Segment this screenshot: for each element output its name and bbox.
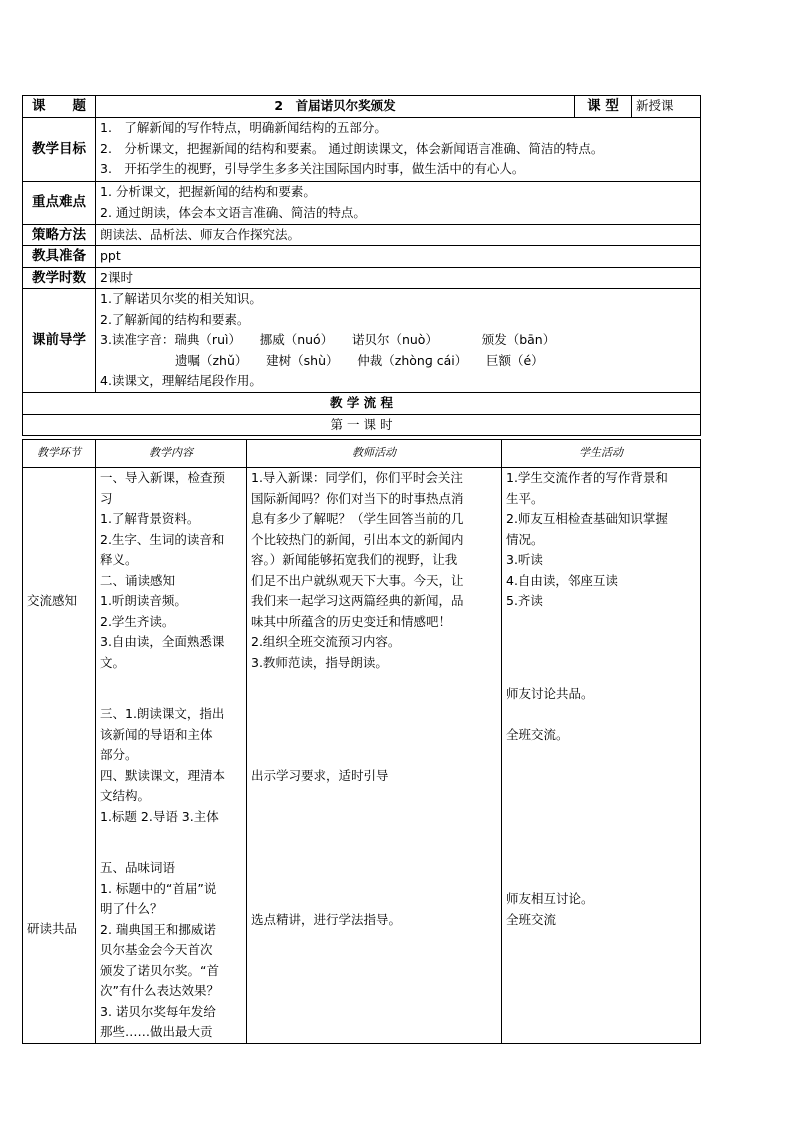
preview-line: 1.了解诺贝尔奖的相关知识。 bbox=[100, 291, 262, 307]
key-points-label: 重点难点 bbox=[23, 181, 96, 224]
key-point-item: 2. 通过朗读，体会本文语言准确、简洁的特点。 bbox=[100, 204, 366, 220]
key-points-body bbox=[96, 181, 701, 224]
content-line: 三、1.朗读课文，指出 bbox=[100, 706, 225, 721]
student-line: 2.师友互相检查基础知识掌握 bbox=[506, 511, 668, 526]
header-teacher: 教师活动 bbox=[247, 440, 502, 468]
objectives-label: 教学目标 bbox=[23, 117, 96, 181]
type-value: 新授课 bbox=[632, 96, 701, 118]
strategy-label: 策略方法 bbox=[23, 224, 96, 246]
teacher-line: 3.教师范读，指导朗读。 bbox=[251, 654, 388, 670]
header-content: 教学内容 bbox=[96, 440, 247, 468]
teacher-line: 味其中所蕴含的历史变迁和情感吧！ bbox=[251, 613, 452, 629]
content-line: 3. 诺贝尔奖每年发给 bbox=[100, 1003, 216, 1019]
teacher-line: 选点精讲，进行学法指导。 bbox=[251, 911, 402, 927]
teacher-line: 们足不出户就纵观天下大事。今天，让 bbox=[251, 572, 464, 588]
student-cell bbox=[502, 468, 701, 1044]
content-line: 五、品味词语 bbox=[100, 860, 176, 875]
preview-line: 2.了解新闻的结构和要素。 bbox=[100, 311, 250, 327]
teacher-line: 息有多少了解呢？（学生回答当前的几 bbox=[251, 511, 464, 526]
content-line: 2.学生齐读。 bbox=[100, 613, 175, 629]
teacher-line: 1.导入新课：同学们，你们平时会关注 bbox=[251, 470, 463, 485]
strategy-value: 朗读法、品析法、师友合作探究法。 bbox=[96, 224, 701, 246]
content-line: 2. 瑞典国王和挪威诺 bbox=[100, 921, 216, 937]
content-line: 部分。 bbox=[100, 747, 138, 762]
preview-body bbox=[96, 289, 701, 393]
lesson-title: 2 首届诺贝尔奖颁发 bbox=[96, 96, 575, 118]
student-line: 生平。 bbox=[506, 490, 544, 506]
session-title: 第 一 课 时 bbox=[23, 414, 701, 436]
stage-2: 研读共品 bbox=[27, 920, 78, 936]
stage-1: 交流感知 bbox=[27, 593, 78, 608]
teacher-line: 我们来一起学习这两篇经典的新闻，品 bbox=[251, 593, 464, 608]
student-line: 师友相互讨论。 bbox=[506, 891, 594, 906]
content-line: 该新闻的导语和主体 bbox=[100, 726, 213, 742]
content-line: 四、默读课文，理清本 bbox=[100, 767, 226, 783]
content-line: 3.自由读，全面熟悉课 bbox=[100, 634, 225, 649]
content-line: 二、诵读感知 bbox=[100, 572, 176, 588]
header-stage: 教学环节 bbox=[23, 440, 96, 468]
teacher-line: 个比较热门的新闻，引出本文的新闻内 bbox=[251, 531, 464, 547]
content-line: 2.生字、生词的读音和 bbox=[100, 531, 225, 547]
content-line: 次”有什么表达效果？ bbox=[100, 983, 219, 998]
course-label: 课 题 bbox=[23, 96, 96, 118]
content-line: 1. 标题中的“首届”说 bbox=[100, 880, 217, 896]
student-line: 3.听读 bbox=[506, 552, 543, 567]
teacher-cell bbox=[247, 468, 502, 1044]
preview-line: 3.读准字音：瑞典（ruì） 挪威（nuó） 诺贝尔（nuò） 颁发（bān） bbox=[100, 332, 556, 348]
student-line: 师友讨论共品。 bbox=[506, 685, 594, 701]
objective-item: 2. 分析课文，把握新闻的结构和要素。 通过朗读课文，体会新闻语言准确、简洁的特点。 bbox=[100, 140, 604, 156]
objectives-body bbox=[96, 117, 701, 181]
flow-title: 教 学 流 程 bbox=[23, 393, 701, 415]
tools-value: ppt bbox=[96, 246, 701, 268]
hours-label: 教学时数 bbox=[23, 267, 96, 289]
student-line: 全班交流 bbox=[506, 911, 557, 927]
content-line: 文。 bbox=[100, 654, 126, 670]
student-line: 5.齐读 bbox=[506, 593, 543, 608]
objective-item: 1. 了解新闻的写作特点，明确新闻结构的五部分。 bbox=[100, 120, 387, 136]
teaching-flow-table bbox=[22, 439, 701, 1044]
content-line: 1.标题 2.导语 3.主体 bbox=[100, 808, 219, 824]
student-line: 1.学生交流作者的写作背景和 bbox=[506, 470, 668, 485]
lesson-info-table bbox=[22, 95, 701, 436]
teacher-line: 2.组织全班交流预习内容。 bbox=[251, 634, 401, 649]
content-line: 释义。 bbox=[100, 552, 138, 567]
content-line: 贝尔基金会今天首次 bbox=[100, 942, 213, 957]
content-line: 那些……做出最大贡 bbox=[100, 1024, 213, 1039]
content-line: 1.了解背景资料。 bbox=[100, 511, 200, 526]
content-cell bbox=[96, 468, 247, 1044]
content-line: 习 bbox=[100, 490, 113, 506]
hours-value: 2课时 bbox=[96, 267, 701, 289]
key-point-item: 1. 分析课文，把握新闻的结构和要素。 bbox=[100, 184, 316, 199]
student-line: 情况。 bbox=[506, 531, 544, 547]
preview-label: 课前导学 bbox=[23, 289, 96, 393]
tools-label: 教具准备 bbox=[23, 246, 96, 268]
type-label: 课 型 bbox=[575, 96, 632, 118]
stage-cell bbox=[23, 468, 96, 1044]
content-line: 1.听朗读音频。 bbox=[100, 593, 187, 608]
content-line: 一、导入新课，检查预 bbox=[100, 470, 226, 485]
teacher-line: 出示学习要求，适时引导 bbox=[251, 768, 389, 783]
preview-line: 4.读课文，理解结尾段作用。 bbox=[100, 373, 262, 389]
content-line: 明了什么？ bbox=[100, 901, 163, 916]
preview-line: 遗嘱（zhǔ） 建树（shù） 仲裁（zhònɡ cái） 巨额（é） bbox=[100, 352, 544, 368]
content-line: 颁发了诺贝尔奖。“首 bbox=[100, 962, 219, 978]
content-line: 文结构。 bbox=[100, 788, 151, 803]
student-line: 4.自由读，邻座互读 bbox=[506, 572, 618, 588]
teacher-line: 国际新闻吗？你们对当下的时事热点消 bbox=[251, 490, 464, 506]
objective-item: 3. 开拓学生的视野，引导学生多多关注国际国内时事，做生活中的有心人。 bbox=[100, 161, 525, 177]
header-student: 学生活动 bbox=[502, 440, 701, 468]
student-line: 全班交流。 bbox=[506, 726, 569, 742]
teacher-line: 容。）新闻能够拓宽我们的视野，让我 bbox=[251, 552, 458, 567]
